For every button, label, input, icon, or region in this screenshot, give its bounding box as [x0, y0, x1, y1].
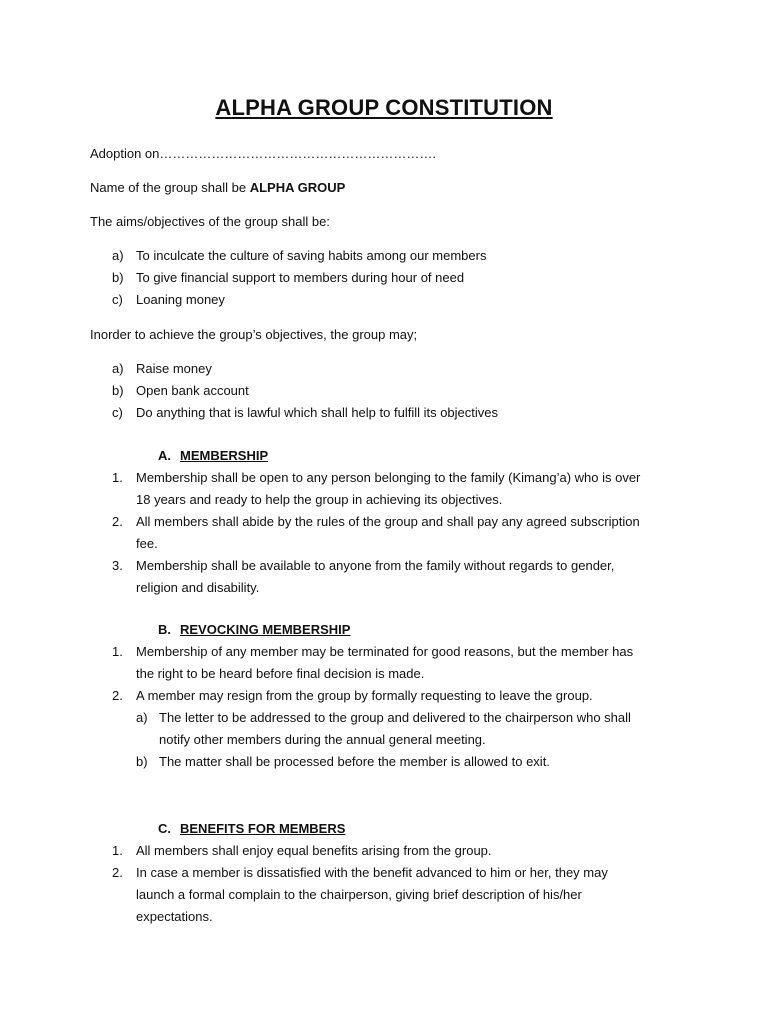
benefits-list [90, 840, 690, 928]
list-item [90, 685, 690, 773]
list-marker: 1. [112, 470, 123, 485]
list-item-line: All members shall abide by the rules of the group and shall pay any agreed subscription [136, 514, 640, 529]
list-item [90, 641, 690, 685]
list-item-line: launch a formal complain to the chairperson, giving brief description of his/her [136, 887, 582, 902]
list-item-text: To inculcate the culture of saving habits among our members [136, 248, 487, 263]
sub-list-item [136, 707, 690, 751]
aims-intro: The aims/objectives of the group shall be: [90, 214, 330, 229]
list-item-text: Open bank account [136, 383, 249, 398]
list-item-line: 18 years and ready to help the group in achieving its objectives. [136, 492, 503, 507]
section-title: BENEFITS FOR MEMBERS [180, 821, 346, 836]
means-intro: Inorder to achieve the group’s objectives, the group may; [90, 327, 418, 342]
means-list [90, 358, 690, 424]
list-item [90, 467, 690, 511]
list-item [90, 840, 690, 862]
list-item-text: Loaning money [136, 292, 225, 307]
section-title: MEMBERSHIP [180, 448, 269, 463]
list-item-text: Do anything that is lawful which shall help to fulfill its objectives [136, 405, 499, 420]
sub-list-item [136, 751, 690, 773]
list-item [90, 358, 690, 380]
group-name-value: ALPHA GROUP [249, 180, 346, 195]
list-item-line: In case a member is dissatisfied with the benefit advanced to him or her, they may [136, 865, 608, 880]
list-marker: 1. [112, 843, 123, 858]
list-marker: 2. [112, 865, 123, 880]
document-title: ALPHA GROUP CONSTITUTION [215, 95, 553, 120]
list-item [90, 862, 690, 928]
list-marker: b) [112, 383, 124, 398]
list-item [90, 555, 690, 599]
list-item [90, 289, 690, 311]
sub-list-marker: a) [136, 710, 148, 725]
list-item-line: fee. [136, 536, 158, 551]
section-letter: C. [158, 821, 171, 836]
sub-list [136, 707, 690, 773]
list-item-text: Raise money [136, 361, 212, 376]
section-heading-benefits [158, 818, 345, 840]
membership-list [90, 467, 690, 599]
sub-list-marker: b) [136, 754, 148, 769]
list-marker: 1. [112, 644, 123, 659]
section-heading-revocking [158, 619, 350, 641]
list-marker: c) [112, 292, 123, 307]
group-name-line [90, 177, 345, 199]
list-item-line: expectations. [136, 909, 213, 924]
section-letter: A. [158, 448, 171, 463]
list-item-line: Membership of any member may be terminated for good reasons, but the member has [136, 644, 634, 659]
revocking-list [90, 641, 690, 773]
section-title: REVOCKING MEMBERSHIP [180, 622, 351, 637]
list-marker: a) [112, 248, 124, 263]
aims-list [90, 245, 690, 311]
group-name-prefix: Name of the group shall be [90, 180, 250, 195]
list-marker: 3. [112, 558, 123, 573]
list-item-line: religion and disability. [136, 580, 260, 595]
adoption-line: Adoption on………………………………………………………. [90, 146, 437, 161]
list-marker: 2. [112, 688, 123, 703]
list-item-line: notify other members during the annual general meeting. [159, 732, 486, 747]
section-heading-membership [158, 445, 268, 467]
list-item-line: The matter shall be processed before the member is allowed to exit. [159, 754, 550, 769]
list-marker: b) [112, 270, 124, 285]
list-marker: a) [112, 361, 124, 376]
list-item-line: The letter to be addressed to the group and delivered to the chairperson who shall [159, 710, 631, 725]
list-item [90, 267, 690, 289]
list-item [90, 380, 690, 402]
list-item-line: Membership shall be open to any person belonging to the family (Kimang’a) who is over [136, 470, 641, 485]
section-letter: B. [158, 622, 171, 637]
list-item-line: A member may resign from the group by formally requesting to leave the group. [136, 688, 593, 703]
list-item [90, 511, 690, 555]
list-item-line: Membership shall be available to anyone from the family without regards to gender, [136, 558, 615, 573]
list-item-line: All members shall enjoy equal benefits arising from the group. [136, 843, 492, 858]
list-marker: 2. [112, 514, 123, 529]
list-item [90, 245, 690, 267]
list-item [90, 402, 690, 424]
list-marker: c) [112, 405, 123, 420]
list-item-text: To give financial support to members during hour of need [136, 270, 465, 285]
list-item-line: the right to be heard before final decision is made. [136, 666, 425, 681]
